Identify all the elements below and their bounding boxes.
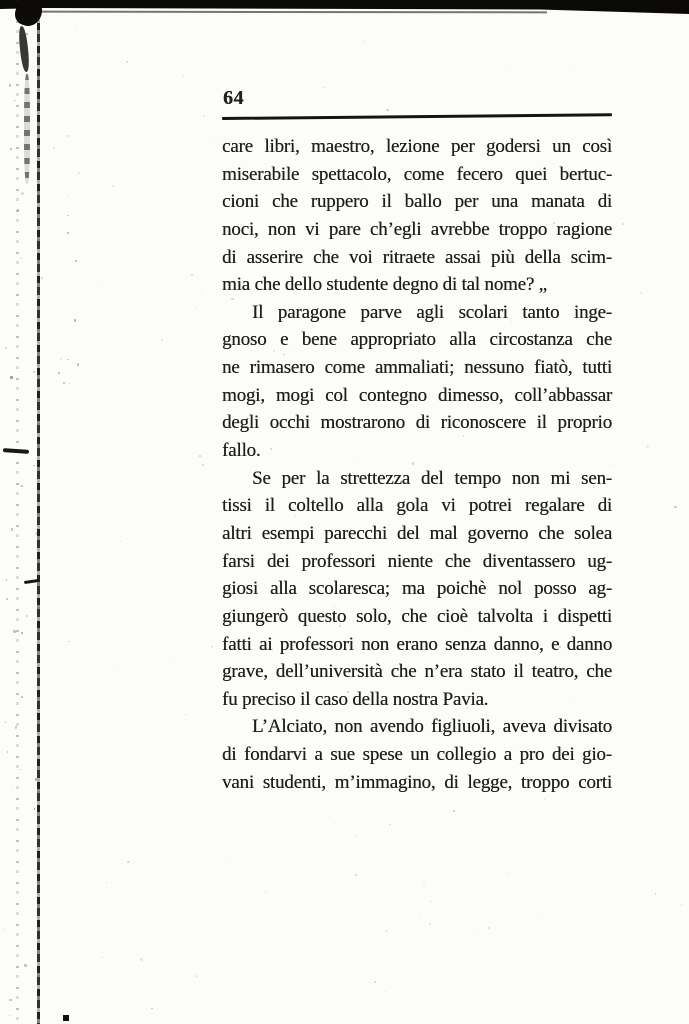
scan-speckle xyxy=(68,195,69,196)
scan-speckle xyxy=(183,76,184,77)
text-line: Il paragone parve agli scolari tanto inge- xyxy=(252,301,612,323)
scan-speckle xyxy=(323,87,325,89)
scan-speckle xyxy=(21,485,23,487)
scan-speckle xyxy=(127,861,129,863)
scan-speckle xyxy=(386,109,388,111)
scan-speckle xyxy=(4,929,5,930)
margin-mark xyxy=(63,1015,69,1021)
scan-speckle xyxy=(202,464,204,466)
text-line: altri esempi parecchi del mal governo che solea xyxy=(222,522,612,544)
text-line: Se per la strettezza del tempo non mi sen- xyxy=(252,467,612,489)
scan-speckle xyxy=(574,65,576,67)
scan-speckle xyxy=(112,669,113,670)
scan-speckle xyxy=(11,528,13,530)
scan-speckle xyxy=(53,147,55,149)
scan-speckle xyxy=(112,185,114,187)
scan-speckle xyxy=(9,84,11,86)
scan-speckle xyxy=(11,786,12,787)
scan-speckle xyxy=(67,135,68,136)
scan-speckle xyxy=(655,893,657,895)
scan-speckle xyxy=(453,810,455,812)
text-line: farsi dei professori niente che diventassero ug- xyxy=(222,550,612,572)
text-line: mia che dello studente degno di tal nome? „ xyxy=(222,274,547,296)
scan-speckle xyxy=(5,347,6,348)
scan-speckle xyxy=(509,68,510,69)
body-text xyxy=(222,133,612,796)
text-line: L’Alciato, non avendo figliuoli, aveva divisato xyxy=(252,716,612,738)
scan-speckle xyxy=(199,455,201,457)
scan-speckle xyxy=(9,999,11,1001)
scan-speckle xyxy=(78,172,80,174)
scan-speckle xyxy=(74,319,76,321)
scan-speckle xyxy=(21,632,23,634)
scan-speckle xyxy=(33,371,35,373)
scan-speckle xyxy=(21,192,24,195)
scan-speckle xyxy=(613,464,614,465)
scan-speckle xyxy=(126,61,128,63)
scan-speckle xyxy=(151,1008,153,1010)
scan-speckle xyxy=(10,148,12,150)
scan-speckle xyxy=(544,799,545,800)
scan-speckle xyxy=(26,615,28,617)
scan-speckle xyxy=(34,808,36,810)
scan-speckle xyxy=(538,919,539,920)
text-line: di fondarvi a sue spese un collegio a pro dei gio- xyxy=(222,744,612,766)
text-line: gnoso e bene appropriato alla circostanza che xyxy=(222,329,612,351)
scan-speckle xyxy=(10,376,12,378)
scan-speckle xyxy=(9,1015,10,1016)
text-line: degli occhi mostrarono di riconoscere il proprio xyxy=(222,412,612,434)
scan-speckle xyxy=(106,882,108,884)
scan-speckle xyxy=(356,836,357,837)
text-line: giosi alla scolaresca; ma poichè nol posso ag- xyxy=(222,578,612,600)
binding-edge-line xyxy=(37,0,40,1024)
text-line: fu preciso il caso della nostra Pavia. xyxy=(222,688,489,710)
scan-speckle xyxy=(24,964,26,966)
scan-speckle xyxy=(429,923,431,925)
scan-speckle xyxy=(386,930,388,932)
scan-speckle xyxy=(355,874,357,876)
scan-speckle xyxy=(120,541,121,542)
scan-speckle xyxy=(140,958,142,960)
scan-speckle xyxy=(389,824,390,825)
scan-speckle xyxy=(58,372,60,374)
header-rule xyxy=(222,113,612,119)
scan-speckle xyxy=(67,215,69,217)
scan-speckle xyxy=(646,445,648,447)
scan-speckle xyxy=(191,274,193,276)
scan-speckle xyxy=(67,359,69,361)
scan-speckle xyxy=(161,339,162,340)
scan-speckle xyxy=(506,873,508,875)
scan-speckle xyxy=(196,975,198,977)
scan-speckle xyxy=(77,363,79,365)
text-line: grave, dell’università che n’era stato il teatro, che xyxy=(222,661,612,683)
scan-speckle xyxy=(70,135,71,136)
scan-speckle xyxy=(203,115,205,117)
text-line: mogi, mogi col contegno dimesso, coll’abbassar xyxy=(222,384,612,406)
scan-speckle xyxy=(265,892,266,893)
scan-speckle xyxy=(21,696,23,698)
scan-speckle xyxy=(102,957,103,958)
scan-speckle xyxy=(431,901,432,902)
scan-speckle xyxy=(195,307,196,308)
scan-speckle xyxy=(6,598,8,600)
scan-speckle xyxy=(99,287,100,288)
text-line: noci, non vi pare ch’egli avrebbe troppo ragione xyxy=(222,218,612,240)
scan-speckle xyxy=(334,823,335,824)
scan-speckle xyxy=(472,933,473,934)
text-line: fatti ai professori non erano senza danno, e danno xyxy=(222,633,612,655)
scan-speckle xyxy=(200,289,201,290)
scan-speckle xyxy=(69,383,70,384)
scan-speckle xyxy=(215,139,216,140)
scan-speckle xyxy=(20,257,22,259)
scan-speckle xyxy=(7,751,9,753)
scan-edge-top-shadow-line xyxy=(42,10,547,13)
text-line: ne rimasero come ammaliati; nessuno fiatò, tutti xyxy=(222,357,612,379)
scan-speckle xyxy=(681,904,683,906)
scan-speckle xyxy=(68,641,69,642)
scan-speckle xyxy=(226,859,227,860)
scan-speckle xyxy=(384,991,385,992)
text-line: cioni che ruppero il ballo per una manata di xyxy=(222,191,612,213)
text-line: fallo. xyxy=(222,440,261,462)
scan-speckle xyxy=(67,232,69,234)
scan-speckle xyxy=(63,382,65,384)
text-line: di asserire che voi ritraete assai più della scim- xyxy=(222,246,612,268)
scan-speckle xyxy=(488,927,490,929)
text-line: giungerò questo solo, che cioè talvolta i dispetti xyxy=(222,605,612,627)
scan-speckle xyxy=(363,41,364,42)
scan-speckle xyxy=(26,33,28,35)
scan-speckle xyxy=(622,223,624,225)
scan-speckle xyxy=(640,292,642,294)
scan-speckle xyxy=(41,277,43,279)
scan-speckle xyxy=(33,465,34,466)
ink-blob xyxy=(18,26,31,73)
text-line: vani studenti, m’immagino, di legge, troppo corti xyxy=(222,771,612,793)
scan-speckle xyxy=(75,260,77,262)
text-line: miserabile spettacolo, come fecero quei bertuc- xyxy=(222,163,612,185)
scan-speckle xyxy=(76,30,77,31)
binding-speckle-column xyxy=(16,0,19,1024)
scan-speckle xyxy=(423,882,425,884)
scan-speckle xyxy=(20,769,21,770)
page-number: 64 xyxy=(223,87,244,109)
scan-speckle xyxy=(60,358,62,360)
scan-speckle xyxy=(211,646,213,648)
text-line: tissi il coltello alla gola vi potrei regalare di xyxy=(222,495,612,517)
scan-speckle xyxy=(674,506,676,508)
scan-speckle xyxy=(374,981,376,983)
text-line: care libri, maestro, lezione per godersi un così xyxy=(222,136,612,157)
scan-speckle xyxy=(6,579,8,581)
scan-speckle xyxy=(185,714,186,715)
scan-speckle xyxy=(5,722,6,723)
scan-speckle xyxy=(168,660,169,661)
ink-blob xyxy=(24,74,30,184)
scan-speckle xyxy=(419,914,420,915)
